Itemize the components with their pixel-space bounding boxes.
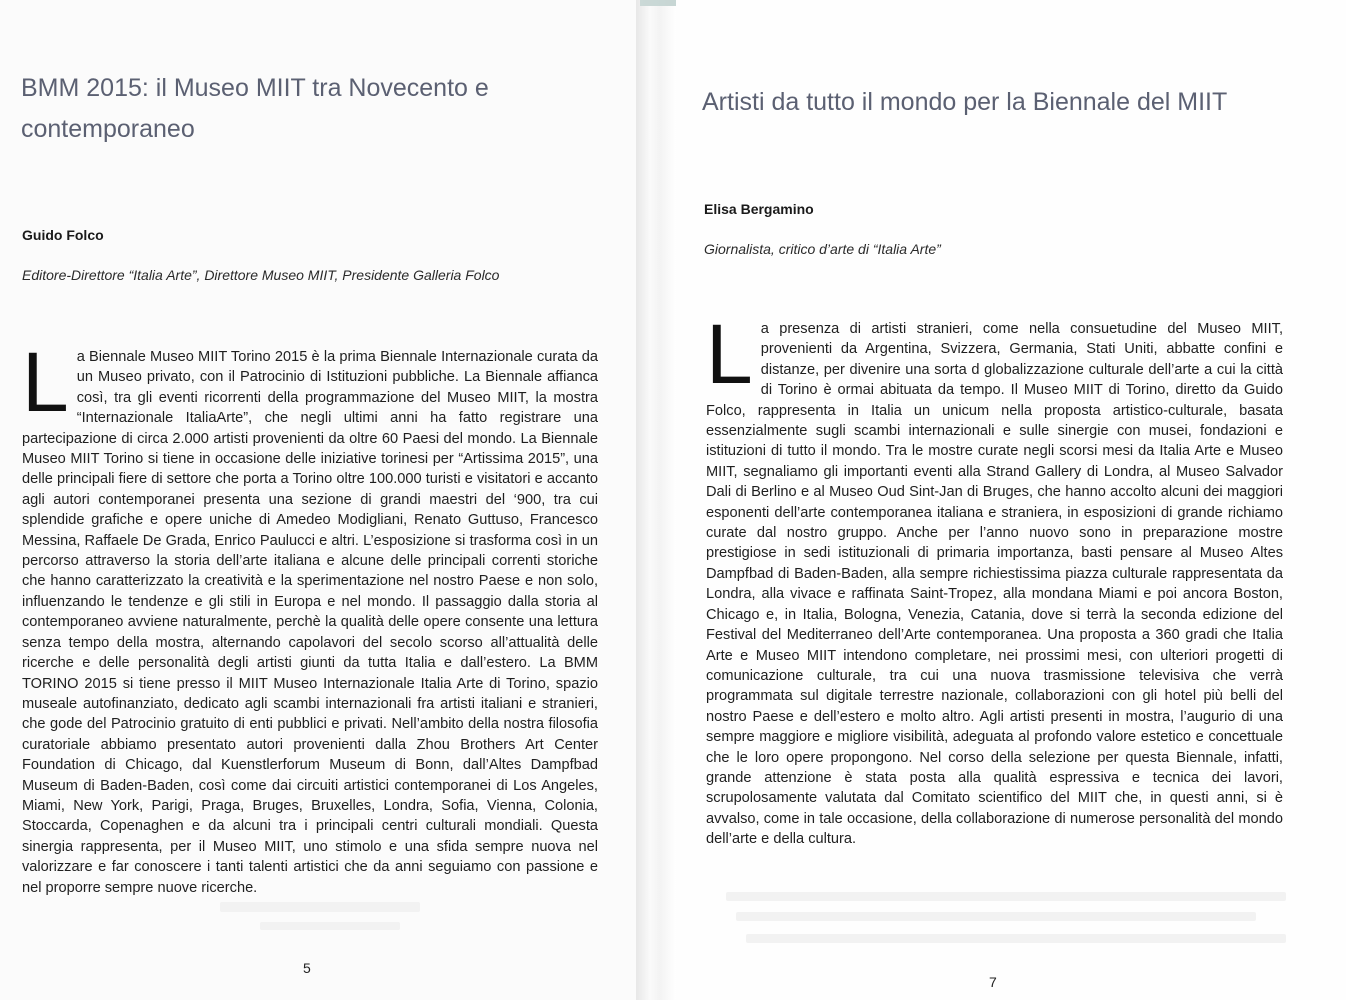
right-page <box>676 0 1346 1000</box>
show-through-mark <box>736 912 1256 921</box>
drop-cap: L <box>22 335 69 429</box>
author-role: Editore-Direttore “Italia Arte”, Direttore Museo MIIT, Presidente Galleria Folco <box>22 267 500 283</box>
page-title: BMM 2015: il Museo MIIT tra Novecento e contemporaneo <box>21 74 489 143</box>
left-page <box>0 0 640 1000</box>
show-through-mark <box>726 892 1286 901</box>
author-role: Giornalista, critico d’arte di “Italia Arte” <box>704 241 941 257</box>
page-number: 5 <box>303 960 311 976</box>
article-body <box>22 335 598 898</box>
author-name: Guido Folco <box>22 227 104 243</box>
show-through-mark <box>220 902 420 912</box>
show-through-mark <box>746 934 1286 943</box>
show-through-mark <box>260 922 400 930</box>
page-title: Artisti da tutto il mondo per la Biennale del MIIT <box>702 88 1228 116</box>
drop-cap: L <box>706 307 753 401</box>
author-name: Elisa Bergamino <box>704 201 814 217</box>
page-number: 7 <box>989 974 997 990</box>
article-text: a Biennale Museo MIIT Torino 2015 è la prima Biennale Internazionale curata da un Museo privato, con il Patrocinio di Istituzioni pubbliche. La Biennale affianca così, tra gli eventi ricorrenti della programmazione del Museo MIIT, la mostra “Internazionale ItaliaArte”, che negli ultimi anni ha fatto registrare una partecipazione di circa 2.000 artisti provenienti da oltre 60 Paesi del mondo. La Biennale Museo MIIT Torino si tiene in occasione delle iniziative torinesi per “Artissima 2015”, una delle principali fiere di settore che porta a Torino oltre 100.000 turisti e visitatori e accanto agli autori contemporanei presenta una sezione di grandi maestri del ‘900, tra cui splendide grafiche e opere uniche di Amedeo Modigliani, Renato Guttuso, Francesco Messina, Raffaele De Grada, Enrico Paulucci e altri. L’esposizione si trasforma così in un percorso attraverso la storia dell’arte italiana e alcune delle principali correnti storiche che hanno caratterizzato la creatività e la sperimentazione nel nostro Paese e non solo, influenzando le tendenze e gli stili in Europa e nel mondo. Il passaggio dalla storia al contemporaneo avviene naturalmente, perchè la qualità delle opere consente una lettura senza tempo della mostra, alternando capolavori del secolo scorso all’attualità delle ricerche e delle personalità degli artisti giunti da tutta Italia e dall’estero. La BMM TORINO 2015 si tiene presso il MIIT Museo Internazionale Italia Arte di Torino, spazio museale autofinanziato, dedicato agli scambi internazionali fra artisti italiani e stranieri, che gode del Patrocinio gratuito di enti pubblici e privati. Nell’ambito della nostra filosofia curatoriale abbiamo presentato autori provenienti dalla Zhou Brothers Art Center Foundation di Chicago, dal Kuenstlerforum Museum di Bonn, dall’Altes Dampfbad Museum di Baden-Baden, così come dai circuiti artistici contemporanei di Los Angeles, Miami, New York, Parigi, Praga, Bruges, Bruxelles, Londra, Sofia, Vienna, Colonia, Stoccarda, Copenaghen e da alcuni tra i principali centri culturali mondiali. Questa sinergia rappresenta, per il Museo MIIT, uno stimolo e una sfida sempre nuova nel valorizzare e far conoscere i tanti talenti artistici che da anni seguiamo con passione e nel proporre sempre nuove ricerche. <box>22 349 598 896</box>
book-gutter <box>636 0 676 1000</box>
article-text: a presenza di artisti stranieri, come nella consuetudine del Museo MIIT, provenienti da Argentina, Svizzera, Germania, Stati Uniti, abbatte confini e distanze, per divenire una sorta d globalizzazione culturale dell’arte a cui la città di Torino è ormai abituata da tempo. Il Museo MIIT di Torino, diretto da Guido Folco, rappresenta in Italia un unicum nella proposta artistico-culturale, basata essenzialmente sugli scambi internazionali e sulle sinergie con musei, fondazioni e istituzioni di tutto il mondo. Tra le mostre curate negli scorsi mesi da Italia Arte e Museo MIIT, segnaliamo gli importanti eventi alla Strand Gallery di Londra, al Museo Salvador Dali di Berlino e al Museo Oud Sint-Jan di Bruges, che hanno accolto alcuni dei maggiori esponenti dell’arte contemporanea italiana e straniera, in esposizioni di grande richiamo curate dal nostro gruppo. Anche per l’anno nuovo sono in preparazione mostre prestigiose in sedi istituzionali di primaria importanza, basti pensare al Museo Altes Dampfbad di Baden-Baden, alla sempre richiestissima piazza culturale rappresentata da Londra, alla vivace e raffinata Saint-Tropez, alla mondana Miami e poi ancora Boston, Chicago e, in Italia, Bologna, Venezia, Catania, dove si terrà la seconda edizione del Festival del Mediterraneo dell’Arte contemporanea. Una proposta a 360 gradi che Italia Arte e Museo MIIT intendono completare, nei prossimi mesi, con ulteriori progetti di comunicazione culturale, tra cui una nuova trasmissione televisiva che verrà programmata sul digitale terrestre nazionale, collaborazioni con gli hotel più belli del nostro Paese e dell’estero e molto altro. Agli artisti presenti in mostra, l’augurio di una sempre maggiore e migliore visibilità, adeguata al profondo valore estetico e concettuale che le loro opere propongono. Nel corso della selezione per questa Biennale, infatti, grande attenzione è stata posta alla qualità espressiva e tecnica dei lavori, scrupolosamente valutata dal Comitato scientifico del MIIT che, in questi anni, si è avvalso, come in tale occasione, della collaborazione di numerose personalità del mondo dell’arte e della cultura. <box>706 321 1283 848</box>
article-body <box>706 307 1283 850</box>
